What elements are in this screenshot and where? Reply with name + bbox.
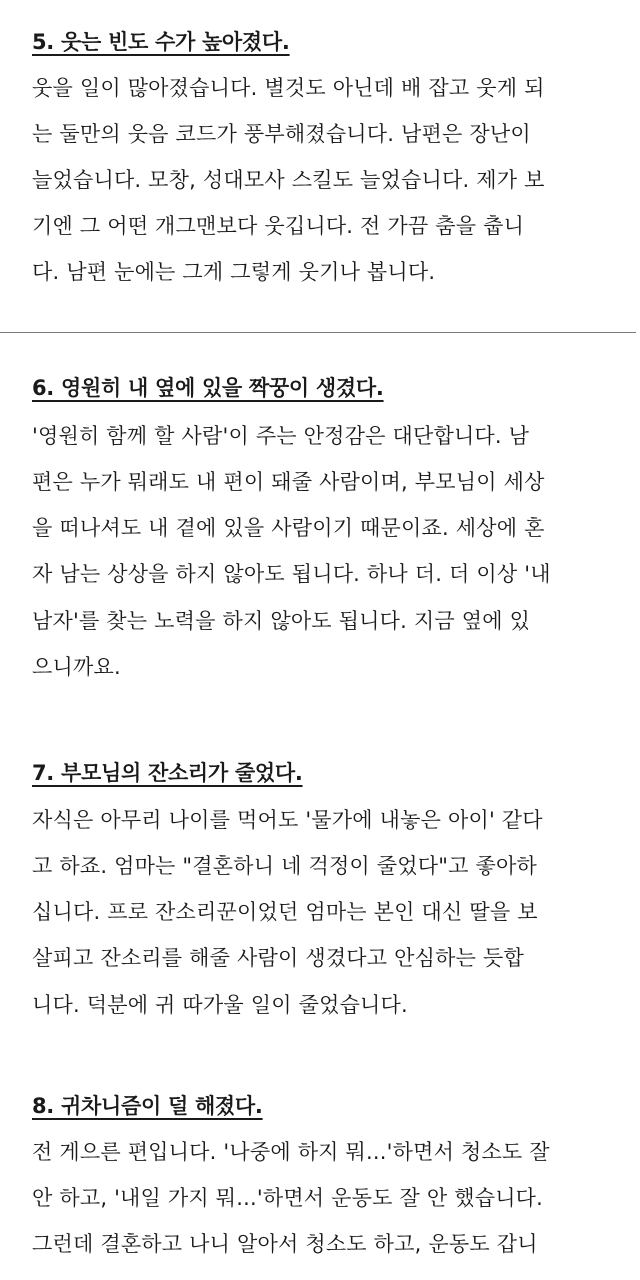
body-line: 웃을 일이 많아졌습니다. 별것도 아닌데 배 잡고 웃게 되 (32, 76, 545, 100)
body-line: '영원히 함께 할 사람'이 주는 안정감은 대단합니다. 남 (32, 424, 530, 448)
body-line: 자 남는 상상을 하지 않아도 됩니다. 하나 더. 더 이상 '내 (32, 562, 551, 586)
body-line: 는 둘만의 웃음 코드가 풍부해졌습니다. 남편은 장난이 (32, 122, 531, 146)
body-line: 안 하고, '내일 가지 뭐...'하면서 운동도 잘 안 했습니다. (32, 1186, 544, 1210)
body-line: 살피고 잔소리를 해줄 사람이 생겼다고 안심하는 듯합 (32, 946, 524, 970)
body-line: 남자'를 찾는 노력을 하지 않아도 됩니다. 지금 옆에 있 (32, 609, 531, 633)
body-line: 을 떠나셔도 내 곁에 있을 사람이기 때문이죠. 세상에 혼 (32, 516, 545, 540)
section-heading: 5. 웃는 빈도 수가 높아졌다. (32, 30, 290, 54)
section-heading: 8. 귀차니즘이 덜 해졌다. (32, 1094, 263, 1118)
body-line: 고 하죠. 엄마는 "결혼하니 네 걱정이 줄었다"고 좋아하 (32, 854, 537, 878)
section-divider (0, 332, 636, 333)
body-line: 그런데 결혼하고 나니 알아서 청소도 하고, 운동도 갑니 (32, 1232, 538, 1256)
body-line: 으니까요. (32, 655, 121, 679)
body-line: 자식은 아무리 나이를 먹어도 '물가에 내놓은 아이' 같다 (32, 808, 543, 832)
body-line: 기엔 그 어떤 개그맨보다 웃깁니다. 전 가끔 춤을 춥니 (32, 214, 525, 238)
body-line: 다. 남편 눈에는 그게 그렇게 웃기나 봅니다. (32, 260, 436, 284)
body-line: 늘었습니다. 모창, 성대모사 스킬도 늘었습니다. 제가 보 (32, 168, 545, 192)
section-heading: 6. 영원히 내 옆에 있을 짝꿍이 생겼다. (32, 376, 384, 400)
body-line: 편은 누가 뭐래도 내 편이 돼줄 사람이며, 부모님이 세상 (32, 470, 545, 494)
section-heading: 7. 부모님의 잔소리가 줄었다. (32, 761, 303, 785)
body-line: 십니다. 프로 잔소리꾼이었던 엄마는 본인 대신 딸을 보 (32, 900, 538, 924)
body-line: 니다. 덕분에 귀 따가울 일이 줄었습니다. (32, 993, 408, 1017)
body-line: 전 게으른 편입니다. '나중에 하지 뭐...'하면서 청소도 잘 (32, 1140, 550, 1164)
